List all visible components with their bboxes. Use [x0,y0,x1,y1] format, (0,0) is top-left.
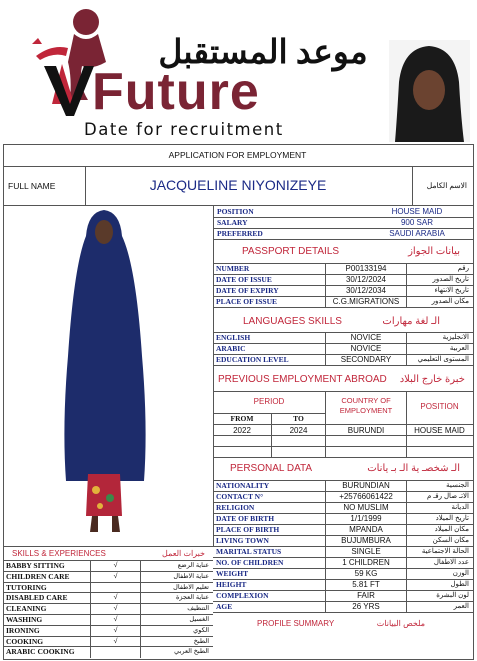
language-row-value: SECONDARY [340,355,392,364]
skill-label-ar: الطبخ [193,637,209,645]
personal-row-label-ar: مكان الميلاد [434,526,469,533]
employment-title: PREVIOUS EMPLOYMENT ABROAD [218,374,387,385]
skill-label-ar: التنظيف [187,605,209,613]
personal-row-label-ar: الوزن [452,570,469,577]
personal-row-label-ar: تاريخ الميلاد [435,515,469,522]
skill-check: √ [113,605,118,613]
skills-title: SKILLS & EXPERIENCES [12,549,106,558]
language-row-value: NOVICE [350,344,382,353]
personal-row-value: NO MUSLIM [343,503,389,512]
language-row-value: NOVICE [350,333,382,342]
personal-row-label-ar: لون البشرة [436,592,469,599]
logo-area [0,0,380,145]
languages-title: LANGUAGES SKILLS [243,316,342,327]
skill-label: TUTORING [6,582,47,592]
full-body-photo [58,206,152,540]
position-header: POSITION [420,402,459,411]
personal-row-label-ar: الديانة [451,504,469,511]
skill-check: √ [113,637,118,645]
passport-title-ar: بيانات الجواز [408,246,460,257]
full-name-label-ar: الاسم الكامل [426,181,467,190]
position-value: HOUSE MAID [391,207,443,216]
personal-row-label: CONTACT N° [216,492,264,501]
passport-row-value: P00133194 [345,264,387,273]
skill-check: √ [113,626,118,634]
skill-check: √ [113,562,118,569]
passport-row-label: DATE OF ISSUE [216,275,272,284]
skill-label: CHILDREN CARE [6,571,70,581]
personal-row-label-ar: مكان السكن [432,537,469,544]
employment-title-ar: خبرة خارج البلاد [399,374,465,385]
skill-label-ar: الغسيل [189,616,209,623]
skill-label: ARABIC COOKING [6,647,75,657]
personal-row-label-ar: الاتـ صال رقـ م [426,493,469,500]
employment-from: 2022 [233,426,251,435]
personal-row-value: 59 KG [354,569,378,578]
personal-row-label: NATIONALITY [216,481,270,490]
passport-row-value: 30/12/2024 [345,275,387,284]
header-portrait-photo [389,40,470,142]
language-row-label-ar: العربية [449,345,469,352]
skill-label-ar: عناية الاطفال [173,572,209,580]
passport-row-label: DATE OF EXPIRY [216,286,279,295]
from-header: FROM [230,414,254,423]
form-title: APPLICATION FOR EMPLOYMENT [168,150,307,160]
brand-tagline: Date for recruitment [84,120,284,139]
personal-row-value: BUJUMBURA [341,536,391,545]
language-row-label-ar: المستوى التعليمي [417,356,469,363]
brand-arabic-name: موعد المستقبل [158,35,368,71]
full-name-label: FULL NAME [8,181,56,191]
personal-row-label: AGE [216,602,233,611]
country-header: COUNTRY OF EMPLOYMENT [339,396,393,415]
passport-row-label-ar: مكان الصدور [431,298,469,305]
passport-row-value: 30/12/2034 [345,286,387,295]
logo-v-mark [44,66,94,118]
skill-label-ar: عناية الرضع [177,562,209,569]
personal-row-value: 1/1/1999 [350,514,382,523]
skill-label-ar: الطبخ العربي [174,648,209,656]
full-name-value: JACQUELINE NIYONIZEYE [149,177,327,193]
to-header: TO [293,414,304,423]
passport-row-label-ar: تاريخ الصدور [432,276,469,283]
skill-label: DISABLED CARE [6,593,68,603]
personal-row-label: NO. OF CHILDREN [216,558,284,567]
passport-title: PASSPORT DETAILS [242,246,340,257]
personal-row-value: BURUNDIAN [342,481,390,490]
personal-row-value: MPANDA [349,525,383,534]
language-row-label: EDUCATION LEVEL [216,355,289,364]
language-row-label: ARABIC [216,344,246,353]
personal-title-ar: الـ شخصـ ية الـ بـ يانات [367,463,460,474]
personal-row-label-ar: عدد الاطفال [433,559,469,566]
passport-row-label-ar: تاريخ الانتهاء [434,287,469,294]
personal-row-label: RELIGION [216,503,255,512]
personal-row-label: WEIGHT [216,569,249,578]
position-label: POSITION [217,207,254,216]
personal-row-label-ar: الطول [450,581,469,588]
skill-label: CLEANING [6,604,47,614]
profile-summary-title: PROFILE SUMMARY [257,619,335,628]
passport-row-label-ar: رقم [457,265,469,272]
personal-row-value: FAIR [357,591,375,600]
language-row-label: ENGLISH [216,333,251,342]
skill-label: COOKING [6,636,44,646]
salary-value: 900 SAR [400,218,434,227]
skill-label: BABBY SITTING [6,561,65,570]
personal-row-label-ar: الحالة الاجتماعية [421,548,469,555]
personal-row-value: 1 CHILDREN [342,558,390,567]
employment-to: 2024 [289,426,308,435]
passport-row-value: C.G.MIGRATIONS [332,297,400,306]
skill-check: √ [113,594,118,602]
languages-title-ar: الـ لغة مهارات [382,316,440,327]
personal-row-label-ar: الجنسية [446,482,469,489]
personal-row-value: +25766061422 [339,492,393,501]
personal-row-label: HEIGHT [216,580,247,589]
skill-label-ar: الكوي [193,626,209,634]
passport-row-label: PLACE OF ISSUE [216,297,277,306]
skill-label-ar: عناية العجزة [175,594,209,602]
personal-row-value: 26 YRS [352,602,380,611]
skills-title-ar: خبرات العمل [162,549,205,558]
personal-row-value: 5.81 FT [352,580,380,589]
personal-row-label: COMPLEXION [216,591,269,600]
skill-label: WASHING [6,615,43,624]
skill-check: √ [113,572,118,580]
skill-label-ar: تعليم الاطفال [173,583,209,591]
personal-row-label: PLACE OF BIRTH [216,525,280,534]
employment-position: HOUSE MAID [414,426,465,435]
skill-check: √ [113,616,118,623]
skill-label: IRONING [6,625,40,635]
personal-row-label: LIVING TOWN [216,536,269,545]
period-header: PERIOD [253,397,285,406]
personal-row-value: SINGLE [351,547,381,556]
profile-summary-title-ar: ملخص البيانات [376,619,425,628]
personal-title: PERSONAL DATA [230,463,313,474]
employment-country: BURUNDI [347,426,385,435]
personal-row-label: DATE OF BIRTH [216,514,275,523]
salary-label: SALARY [217,218,248,227]
preferred-value: SAUDI ARABIA [389,229,445,238]
personal-row-label-ar: العمر [453,603,469,610]
preferred-label: PREFERRED [217,229,263,238]
brand-logo-word: Future [92,63,260,121]
language-row-label-ar: الانجليزية [442,334,469,341]
passport-row-label: NUMBER [216,264,250,273]
personal-row-label: MARITAL STATUS [216,547,282,556]
